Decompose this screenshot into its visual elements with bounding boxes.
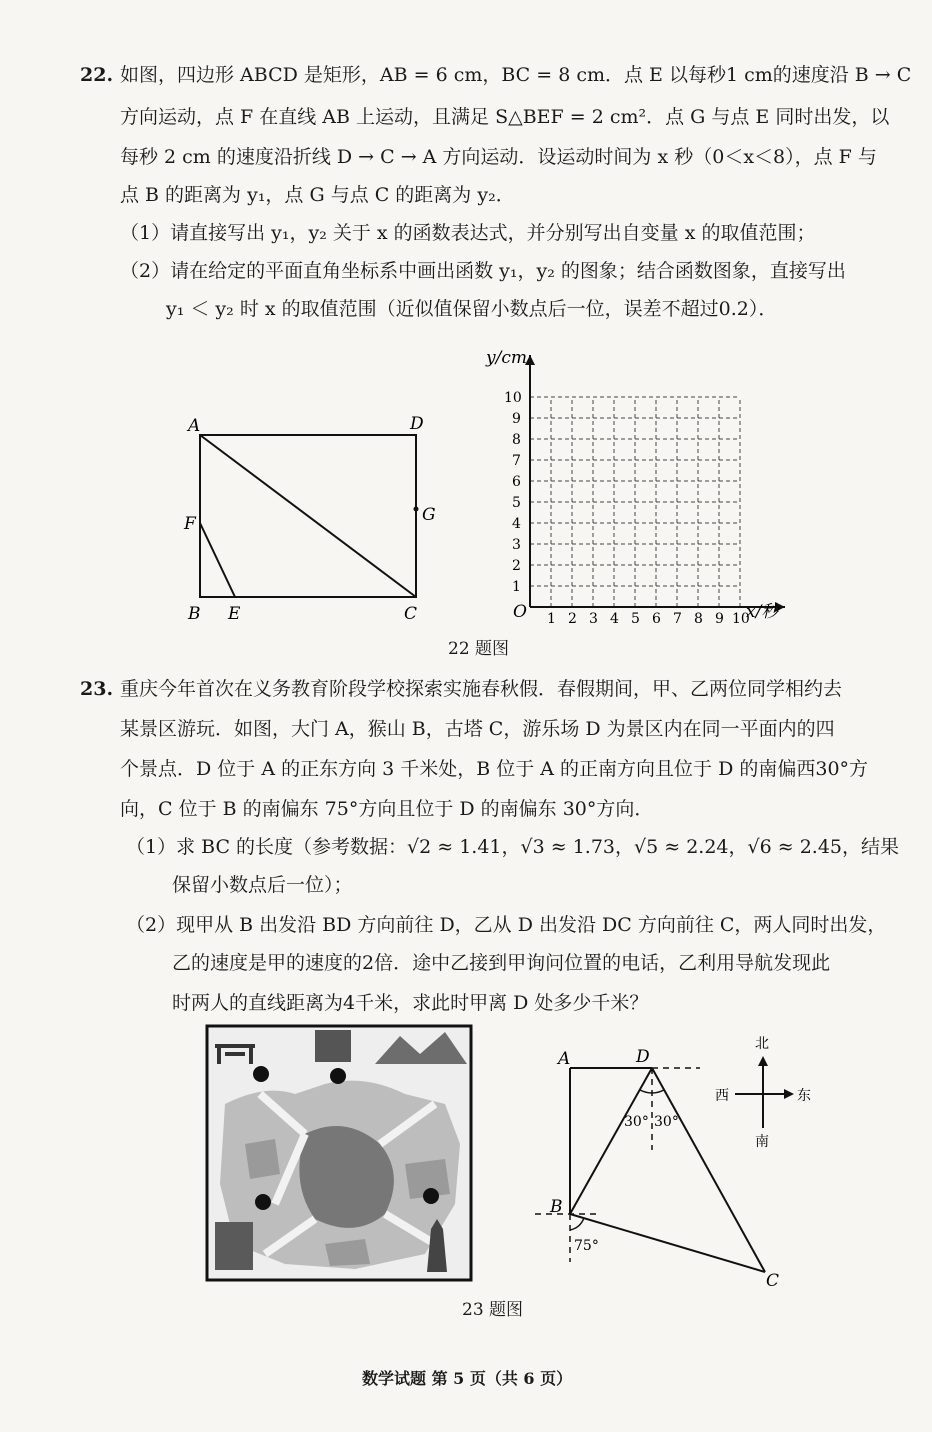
segment-bc <box>570 1214 765 1272</box>
y-tick-label: 8 <box>512 432 521 448</box>
segment-bd <box>570 1068 652 1214</box>
x-tick-label: 10 <box>732 611 750 627</box>
q22-line-3: 每秒 2 cm 的速度沿折线 D → C → A 方向运动．设运动时间为 x 秒（0＜x＜8），点 F 与 <box>120 146 877 168</box>
q23-sub2-line3: 时两人的直线距离为4千米，求此时甲离 D 处多少千米？ <box>172 992 649 1014</box>
segment-fe <box>200 523 235 597</box>
label-f: F <box>184 514 196 534</box>
angle-arc-b <box>570 1218 584 1230</box>
x-tick-labels <box>547 611 750 627</box>
q23-line-2: 某景区游玩．如图，大门 A，猴山 B，古塔 C，游乐场 D 为景区内在同一平面内的四 <box>120 718 835 740</box>
q23-sub2-line1: （2）现甲从 B 出发沿 BD 方向前往 D，乙从 D 出发沿 DC 方向前往 C，两人同时出发， <box>126 914 887 936</box>
label-e: E <box>228 604 241 624</box>
x-tick-label: 1 <box>547 611 556 627</box>
map-dot-gate <box>253 1066 269 1082</box>
q23-sub2-line2: 乙的速度是甲的速度的2倍．途中乙接到甲询问位置的电话，乙利用导航发现此 <box>172 952 831 974</box>
x-axis-label: x/秒 <box>746 602 779 622</box>
origin-label: O <box>513 602 527 622</box>
compass-north-arrow <box>758 1056 768 1066</box>
map-dot-ride <box>255 1194 271 1210</box>
q22-sub2-line1: （2）请在给定的平面直角坐标系中画出函数 y₁，y₂ 的图象；结合函数图象，直接写出 <box>120 260 846 282</box>
y-tick-label: 3 <box>512 537 521 553</box>
q23-sub1-line2: 保留小数点后一位）； <box>172 874 353 896</box>
compass-west: 西 <box>715 1088 729 1104</box>
q22-sub1: （1）请直接写出 y₁，y₂ 关于 x 的函数表达式，并分别写出自变量 x 的取值范围； <box>120 222 816 244</box>
q22-coordinate-grid <box>480 345 810 630</box>
y-tick-label: 7 <box>512 453 521 469</box>
geo-label-c: C <box>766 1271 780 1290</box>
geo-label-b: B <box>550 1197 563 1217</box>
angle-label-left: 30° <box>624 1114 649 1130</box>
label-a: A <box>188 416 201 436</box>
q22-caption: 22 题图 <box>448 639 510 659</box>
q22-line-1: 如图，四边形 ABCD 是矩形，AB = 6 cm，BC = 8 cm．点 E 以每秒1 cm的速度沿 B → C <box>120 64 912 86</box>
compass-east-arrow <box>784 1089 794 1099</box>
ride-photo-icon <box>215 1222 253 1270</box>
y-tick-label: 5 <box>512 495 521 511</box>
label-b: B <box>188 604 201 624</box>
x-tick-label: 3 <box>589 611 598 627</box>
y-tick-label: 4 <box>512 516 521 532</box>
q23-line-4: 向，C 位于 B 的南偏东 75°方向且位于 D 的南偏东 30°方向． <box>120 798 654 820</box>
q22-sub2-line2: y₁ ＜ y₂ 时 x 的取值范围（近似值保留小数点后一位，误差不超过0.2）． <box>166 298 778 320</box>
x-tick-label: 8 <box>694 611 703 627</box>
y-tick-label: 6 <box>512 474 521 490</box>
angle-label-bottom: 75° <box>574 1238 599 1254</box>
q23-number: 23. <box>80 678 114 700</box>
geo-label-d: D <box>636 1047 650 1067</box>
q22-line-4: 点 B 的距离为 y₁，点 G 与点 C 的距离为 y₂． <box>120 184 515 206</box>
label-c: C <box>404 604 418 624</box>
q22-number: 22. <box>80 64 114 86</box>
q23-geometry-figure <box>520 1030 820 1290</box>
label-g: G <box>422 505 436 525</box>
x-tick-label: 2 <box>568 611 577 627</box>
compass-south: 南 <box>755 1134 769 1150</box>
q22-line-2: 方向运动，点 F 在直线 AB 上运动，且满足 S△BEF = 2 cm²．点 G 与点 E 同时出发，以 <box>120 106 890 128</box>
q23-caption: 23 题图 <box>462 1300 524 1320</box>
y-tick-label: 2 <box>512 558 521 574</box>
compass-east: 东 <box>797 1088 811 1104</box>
segment-dc <box>652 1068 765 1272</box>
angle-label-right: 30° <box>654 1114 679 1130</box>
scenic-area-map <box>205 1024 473 1282</box>
q22-rectangle-figure <box>170 405 440 625</box>
x-tick-label: 6 <box>652 611 661 627</box>
map-dot-monkey <box>330 1068 346 1084</box>
y-tick-label: 9 <box>512 411 521 427</box>
diagonal-ac <box>200 435 416 597</box>
page-footer: 数学试题 第 5 页（共 6 页） <box>362 1369 573 1388</box>
y-tick-labels <box>504 390 522 595</box>
x-tick-label: 9 <box>715 611 724 627</box>
y-tick-label: 10 <box>504 390 522 406</box>
y-tick-label: 1 <box>512 579 521 595</box>
q23-sub1-line1: （1）求 BC 的长度（参考数据：√2 ≈ 1.41，√3 ≈ 1.73，√5 ≈ 2.24，√6 ≈ 2.45，结果 <box>126 836 900 858</box>
point-g <box>414 507 419 512</box>
y-axis-label: y/cm <box>486 348 527 368</box>
x-tick-label: 7 <box>673 611 682 627</box>
x-tick-label: 5 <box>631 611 640 627</box>
geo-label-a: A <box>558 1049 571 1069</box>
grid-lines <box>530 397 740 607</box>
monkey-photo-icon <box>315 1030 351 1062</box>
compass <box>715 1036 811 1150</box>
label-d: D <box>410 414 424 434</box>
x-tick-label: 4 <box>610 611 619 627</box>
map-dot-pagoda <box>423 1188 439 1204</box>
compass-north: 北 <box>755 1036 769 1052</box>
q23-line-1: 重庆今年首次在义务教育阶段学校探索实施春秋假．春假期间，甲、乙两位同学相约去 <box>120 678 843 700</box>
q23-line-3: 个景点．D 位于 A 的正东方向 3 千米处，B 位于 A 的正南方向且位于 D 的南偏西30°方 <box>120 758 869 780</box>
